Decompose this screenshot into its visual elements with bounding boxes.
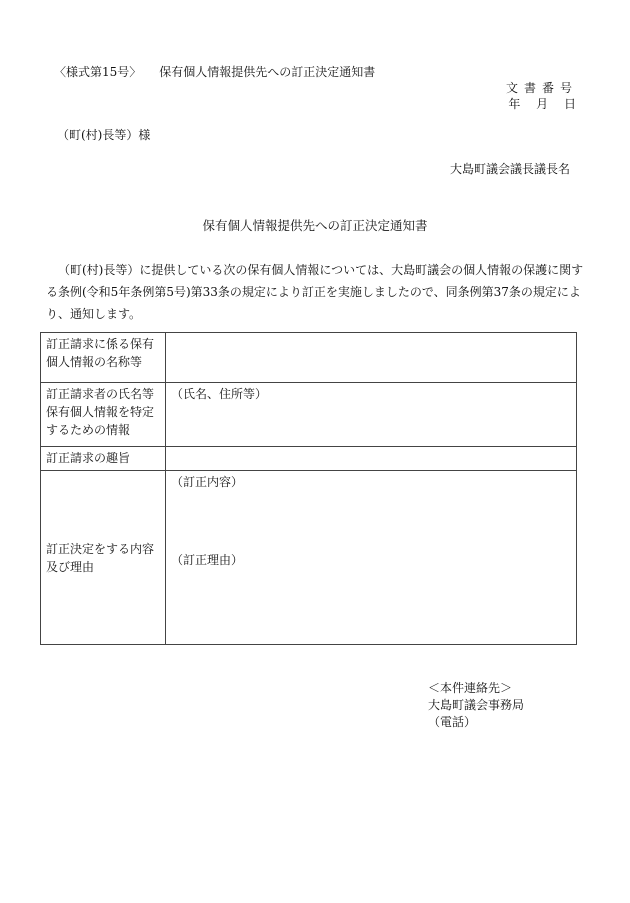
row-value-decision xyxy=(166,471,577,645)
page-title: 保有個人情報提供先への訂正決定通知書 xyxy=(202,218,428,233)
table-row xyxy=(41,471,577,645)
contact-block xyxy=(428,680,524,731)
contact-office: 大島町議会事務局 xyxy=(428,698,525,712)
row-label-requester-info: 訂正請求者の氏名等保有個人情報を特定するための情報 xyxy=(41,383,166,447)
form-label xyxy=(54,64,375,81)
table-row xyxy=(41,383,577,447)
row-label-decision: 訂正決定をする内容及び理由 xyxy=(41,471,166,645)
row-value-requester-info: （氏名、住所等） xyxy=(166,383,577,447)
table-row xyxy=(41,333,577,383)
row-label-request-purpose: 訂正請求の趣旨 xyxy=(41,447,166,471)
form-number: 〈様式第15号〉 xyxy=(54,65,142,79)
recipient: （町(村)長等）様 xyxy=(57,128,151,142)
sender-name: 大島町議会議長議長名 xyxy=(449,162,570,176)
row-value-info-name xyxy=(166,333,577,383)
table-row xyxy=(41,447,577,471)
contact-heading: ＜本件連絡先＞ xyxy=(428,681,513,695)
correction-reason-note: （訂正理由） xyxy=(171,553,244,567)
document-number: 文書番号 xyxy=(505,81,578,95)
row-label-info-name: 訂正請求に係る保有個人情報の名称等 xyxy=(41,333,166,383)
body-text: （町(村)長等）に提供している次の保有個人情報については、大島町議会の個人情報の保護に関する条例(令和5年条例第5号)第33条の規定により訂正を実施しましたので、同条例第37条の規定により、通知します。 xyxy=(46,263,584,321)
row-value-request-purpose xyxy=(166,447,577,471)
body-paragraph xyxy=(46,259,591,325)
contact-phone: （電話） xyxy=(428,715,477,729)
detail-table xyxy=(40,332,577,645)
correction-content-note: （訂正内容） xyxy=(171,475,244,489)
form-title: 保有個人情報提供先への訂正決定通知書 xyxy=(159,65,376,79)
document-date: 年 月 日 xyxy=(508,97,578,111)
